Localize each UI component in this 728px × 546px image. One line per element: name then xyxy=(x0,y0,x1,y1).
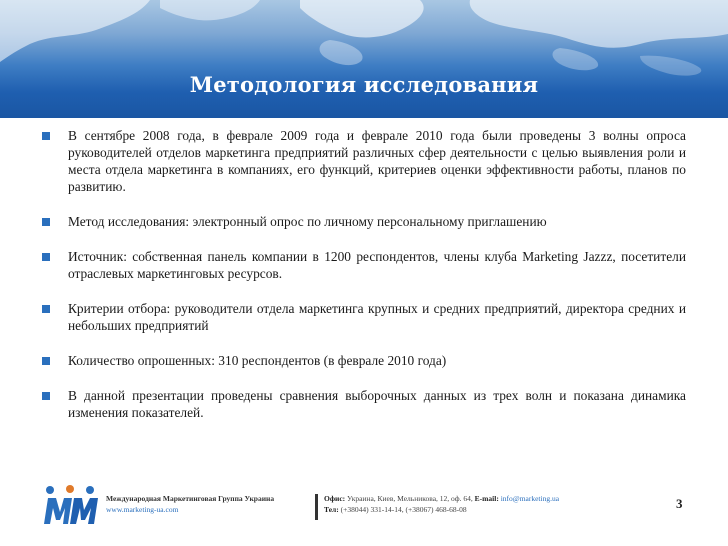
square-bullet-icon xyxy=(42,218,50,226)
email-link[interactable]: info@marketing.ua xyxy=(498,494,560,503)
footer-divider xyxy=(315,494,318,520)
org-site-link[interactable]: www.marketing-ua.com xyxy=(106,505,179,514)
page-number: 3 xyxy=(676,496,683,511)
phone-value: (+38044) 331-14-14, (+38067) 468-68-08 xyxy=(338,505,467,514)
square-bullet-icon xyxy=(42,132,50,140)
square-bullet-icon xyxy=(42,253,50,261)
list-item xyxy=(42,300,686,334)
list-item xyxy=(42,213,686,230)
list-item xyxy=(42,352,686,369)
list-item-text: В данной презентации проведены сравнения выборочных данных из трех волн и показана динамика изменения показателей. xyxy=(68,388,686,420)
org-name: Международная Маркетинговая Группа Украина xyxy=(106,494,275,503)
bullet-list xyxy=(42,127,686,421)
list-item-text: Критерии отбора: руководители отдела маркетинга крупных и средних предприятий, директора средних и небольших предприятий xyxy=(68,301,686,333)
email-label: E-mail: xyxy=(474,494,499,503)
office-label: Офис: xyxy=(324,494,346,503)
list-item xyxy=(42,248,686,282)
world-map-background xyxy=(0,0,728,118)
header-banner xyxy=(0,0,728,118)
square-bullet-icon xyxy=(42,392,50,400)
list-item xyxy=(42,127,686,195)
phone-label: Тел: xyxy=(324,505,339,514)
footer xyxy=(0,480,728,546)
office-address xyxy=(324,494,559,503)
list-item-text: Метод исследования: электронный опрос по личному персональному приглашению xyxy=(68,214,547,229)
company-logo-icon xyxy=(40,484,100,530)
square-bullet-icon xyxy=(42,305,50,313)
office-value: Украина, Киев, Мельникова, 12, оф. 64, xyxy=(345,494,475,503)
list-item-text: В сентябре 2008 года, в феврале 2009 года и феврале 2010 года были проведены 3 волны опроса руководителей отделов маркетинга предприятий различных сфер деятельности с целью выявления роли и места отдела маркетинга в компаниях, его функций, критериев оценки эффективности работы, планов по развитию. xyxy=(68,128,686,194)
list-item-text: Количество опрошенных: 310 респондентов (в феврале 2010 года) xyxy=(68,353,447,368)
list-item xyxy=(42,387,686,421)
square-bullet-icon xyxy=(42,357,50,365)
office-phone xyxy=(324,505,467,514)
list-item-text: Источник: собственная панель компании в 1200 респондентов, члены клуба Marketing Jazzz, посетители отраслевых маркетинговых ресурсов. xyxy=(68,249,686,281)
page-title: Методология исследования xyxy=(189,72,539,97)
